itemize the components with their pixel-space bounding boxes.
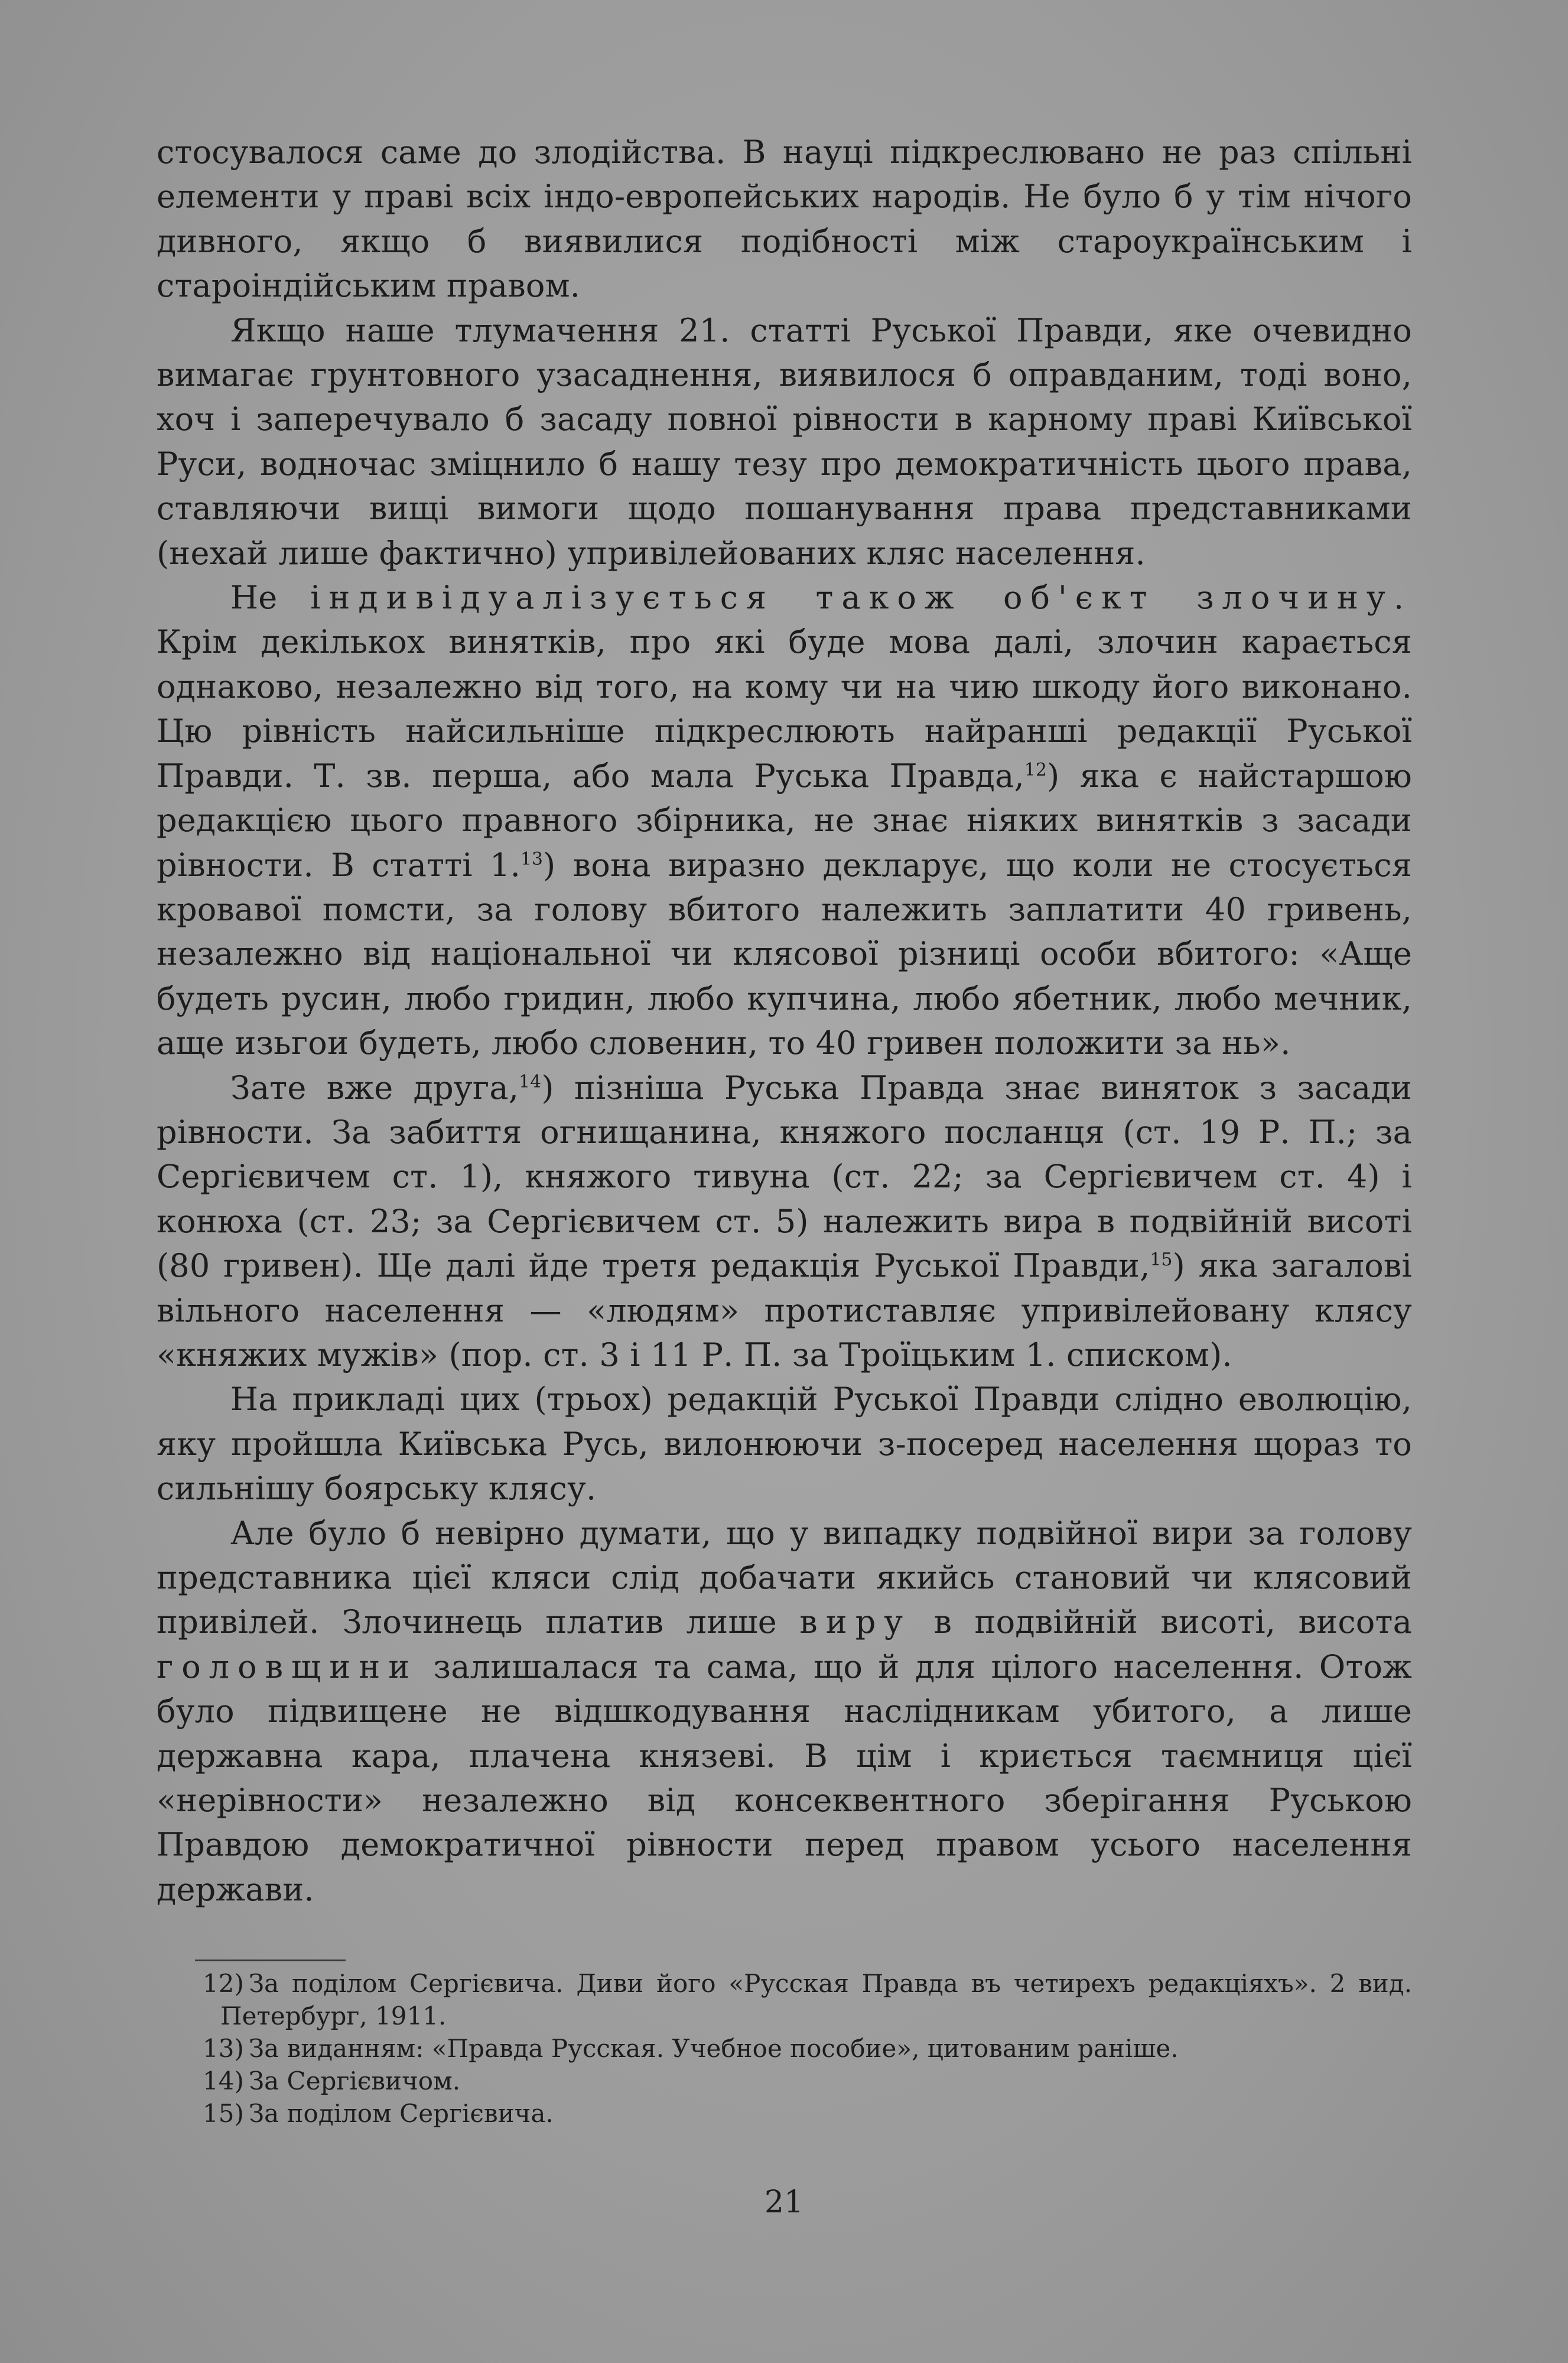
footnote-text: За поділом Сергієвича. Диви його «Русская Правда въ четирехъ редакціяхъ». 2 вид. Петербург, 1911.: [220, 1969, 1412, 2030]
footnote-text: За Сергієвичом.: [249, 2066, 461, 2095]
paragraph: [157, 575, 1412, 1065]
paragraph-text: Крім декількох винятків, про які буде мова далі, злочин карається однаково, незалежно від того, на кому чи на чию шкоду його виконано. Цю рівність найсильніше підкреслюють найранші редакції Руської Правди. Т. зв. перша, або мала Руська Правда,: [157, 623, 1412, 795]
paragraph: стосувалося саме до злодійства. В науці підкреслювано не раз спільні елементи у праві всіх індо-европейських народів. Не було б у тім нічого дивного, якщо б виявилися подібності між староукраїнським і староіндійським правом.: [157, 134, 1412, 305]
spaced-emphasis: індивідуалізується також об'єкт злочину.: [310, 579, 1412, 617]
footnote-number: 12): [203, 1969, 244, 1998]
paragraph: [157, 1511, 1412, 1912]
paragraph: На прикладі цих (трьох) редакцій Руської Правди слідно еволюцію, яку пройшла Київська Русь, вилонюючи з-посеред населення щораз то сильнішу боярську клясу.: [157, 1381, 1412, 1508]
footnote-number: 14): [203, 2066, 244, 2095]
footnote-ref: 12: [1024, 759, 1047, 780]
page-number: 21: [764, 2185, 804, 2220]
footnote: [157, 1967, 1412, 2032]
paragraph-text: в подвійній висоті, висота: [933, 1603, 1412, 1641]
paragraph: [157, 1066, 1412, 1378]
footnote-text: За виданням: «Правда Русская. Учебное пособие», цитованим раніше.: [249, 2034, 1179, 2063]
footnote-divider: [195, 1960, 346, 1961]
paragraph-text: ) яка загалові вільного населення — «людям» протиставляє упривілейовану клясу «княжих мужів» (пор. ст. 3 і 11 Р. П. за Троїцьким 1. списком).: [157, 1247, 1413, 1373]
paragraph-text: ) вона виразно декларує, що коли не стосується кровавої помсти, за голову вбитого належить заплатити 40 гривень, незалежно від національної чи клясової різниці особи вбитого: «Аще будеть русин, любо гридин, любо купчина, любо ябетник, любо мечник, аще изьгои будеть, любо словенин, то 40 гривен положити за нь».: [157, 846, 1412, 1062]
paragraph: Якщо наше тлумачення 21. статті Руської Правди, яке очевидно вимагає грунтовного узасаднення, виявилося б оправданим, тоді воно, хоч і заперечувало б засаду повної рівности в карному праві Київської Руси, водночас зміцнило б нашу тезу про демократичність цього права, ставляючи вищі вимоги щодо пошанування права представниками (нехай лише фактично) упривілейованих кляс населення.: [157, 311, 1412, 572]
footnote-ref: 14: [519, 1071, 542, 1092]
spaced-emphasis: виру: [799, 1603, 912, 1641]
spaced-emphasis: головщини: [157, 1648, 418, 1685]
footnote-ref: 15: [1150, 1249, 1173, 1271]
footnote: [157, 2097, 1412, 2130]
body-text: [157, 130, 1412, 1912]
footnote: [157, 2065, 1412, 2097]
footnote: [157, 2032, 1412, 2065]
footnotes: [157, 1967, 1412, 2130]
paragraph-text: ) яка є найстаршою редакцією цього правного збірника, не знає ніяких винятків з засади рівности. В статті 1.: [157, 757, 1413, 884]
paragraph-text: ) пізніша Руська Правда знає виняток з засади рівности. За забиття огнищанина, княжого посланця (ст. 19 Р. П.; за Сергієвичем ст. 1), княжого тивуна (ст. 22; за Сергієвичем ст. 4) і конюха (ст. 23; за Сергієвичем ст. 5) належить вира в подвійній висоті (80 гривен). Ще далі йде третя редакція Руської Правди,: [157, 1069, 1412, 1285]
paragraph-text: Але було б невірно думати, що у випадку подвійної вири за голову представника цієї кляси слід добачати якийсь становий чи клясовий привілей. Злочинець платив лише: [157, 1514, 1412, 1641]
footnote-text: За поділом Сергієвича.: [249, 2099, 554, 2128]
footnote-ref: 13: [520, 848, 544, 870]
paragraph-text: Зате вже друга,: [230, 1069, 519, 1106]
footnote-number: 13): [203, 2034, 244, 2063]
paragraph-intro: Не: [230, 579, 278, 617]
paragraph-text: залишалася та сама, що й для цілого населення. Отож було підвищене не відшкодування наслідникам убитого, а лише державна кара, плачена князеві. В цім і криється таємниця цієї «нерівности» незалежно від консеквентного зберігання Руською Правдою демократичної рівности перед правом усього населення держави.: [157, 1648, 1412, 1908]
footnote-number: 15): [203, 2099, 244, 2128]
